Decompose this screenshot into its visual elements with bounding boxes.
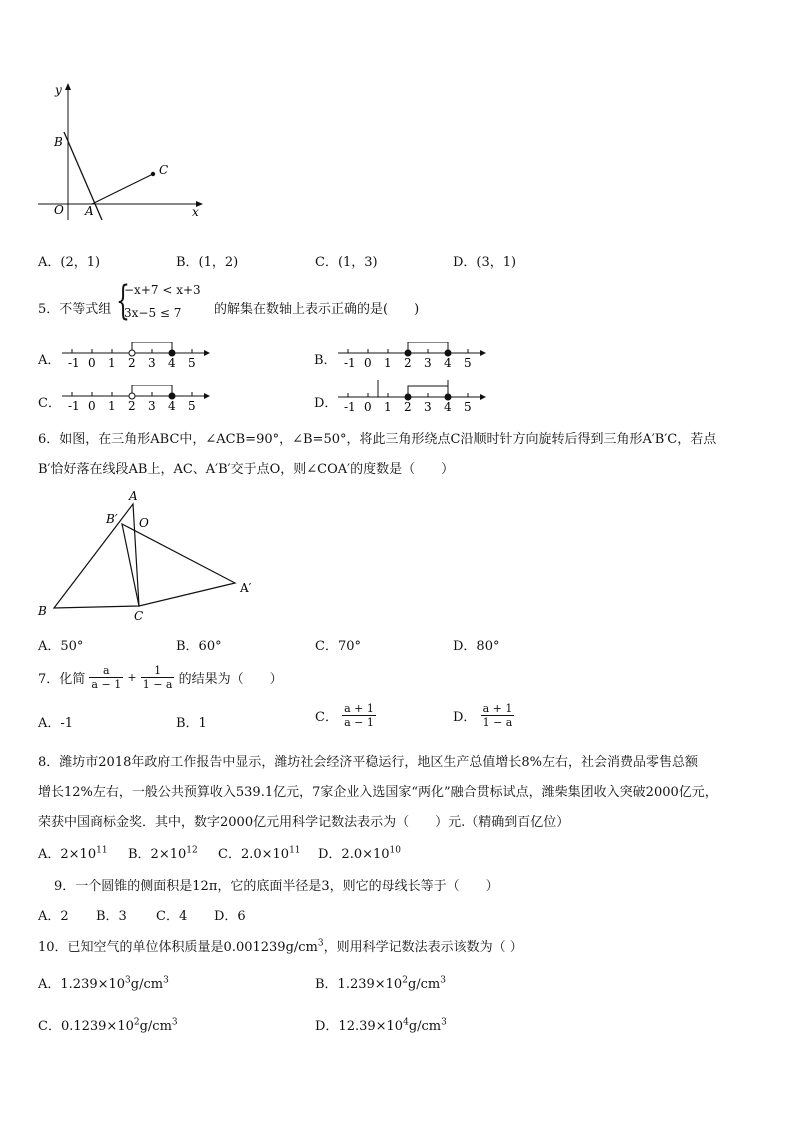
number-line-tick-label: 2 — [128, 399, 136, 413]
label-b-prime: B′ — [106, 512, 118, 526]
number-line-tick-label: 1 — [384, 400, 392, 414]
number-line-tick-label: 1 — [108, 356, 116, 370]
label-y: y — [55, 83, 62, 97]
q5-number-line-a[interactable] — [60, 342, 212, 372]
number-line-tick-label: 2 — [128, 356, 136, 370]
number-line-tick-label: 1 — [384, 356, 392, 370]
number-line-tick-label: -1 — [68, 356, 80, 370]
label-a: A — [85, 204, 94, 218]
q10-option-d-unit-exponent: 3 — [441, 1017, 447, 1028]
q7-fraction-2-numerator: 1 — [141, 664, 175, 678]
q10-option-c-unit: g/cm — [139, 1019, 172, 1034]
label-a: A — [129, 489, 138, 503]
number-line-tick-label: 0 — [88, 399, 96, 413]
q8-option-d[interactable] — [318, 843, 401, 862]
q5-option-b-label[interactable]: B． — [314, 353, 337, 368]
number-line-tick-label: 3 — [148, 356, 156, 370]
q7-option-c-label: C． — [315, 710, 338, 725]
number-line-tick-label: 4 — [444, 400, 452, 414]
q6-option-d[interactable]: D．80° — [453, 639, 500, 654]
number-line-tick-label: -1 — [344, 400, 356, 414]
number-line-tick-label: 4 — [168, 356, 176, 370]
q8-option-b-exponent: 12 — [186, 845, 198, 856]
q8-option-d-exponent: 10 — [389, 845, 401, 856]
number-line-tick-label: 2 — [404, 356, 412, 370]
label-c: C — [159, 163, 169, 177]
q10-option-d-exponent: 4 — [403, 1017, 409, 1028]
q8-option-c[interactable] — [218, 843, 301, 862]
q10-option-a-exponent: 3 — [125, 975, 131, 986]
closed-endpoint — [405, 350, 411, 356]
q10-text — [38, 936, 523, 955]
q10-text-exponent: 3 — [317, 938, 324, 949]
closed-endpoint — [405, 394, 411, 400]
open-endpoint — [129, 350, 135, 356]
number-line-tick-label: 4 — [168, 399, 176, 413]
closed-endpoint — [445, 350, 451, 356]
q6-option-c[interactable]: C．70° — [315, 639, 361, 654]
q8-option-c-base: C．2.0×10 — [218, 847, 290, 862]
q7-option-b[interactable]: B．1 — [176, 716, 207, 731]
number-line-tick-label: 4 — [444, 356, 452, 370]
q7-option-c-denominator: a − 1 — [344, 716, 374, 729]
point-c — [151, 172, 155, 176]
closed-endpoint — [169, 393, 175, 399]
q5-number-line-c[interactable] — [60, 385, 212, 415]
q10-option-c-base: C．0.1239×10 — [38, 1019, 134, 1034]
number-line-tick-label: 5 — [464, 400, 472, 414]
number-line-tick-label: 2 — [404, 400, 412, 414]
q5-option-c-label[interactable]: C． — [38, 396, 61, 411]
q8-option-d-base: D．2.0×10 — [318, 847, 390, 862]
q10-option-b-exponent: 2 — [402, 975, 408, 986]
q9-option-d[interactable]: D．6 — [214, 909, 246, 924]
q8-option-b-base: B．2×10 — [128, 847, 187, 862]
q4-option-a[interactable]: A．(2，1) — [38, 255, 101, 270]
q6-line-2: B′恰好落在线段AB上，AC、A′B′交于点O，则∠COA′的度数是（ ） — [38, 462, 455, 477]
q7-option-d-label: D． — [453, 710, 477, 725]
number-line-arrow — [480, 350, 486, 356]
q9-option-c[interactable]: C．4 — [156, 909, 188, 924]
label-b: B — [54, 135, 63, 149]
q8-line-2: 增长12%左右，一般公共预算收入539.1亿元，7家企业入选国家“两化”融合贯标试点，潍柴集团收入突破2000亿元， — [38, 785, 718, 800]
q7-expression — [38, 664, 283, 691]
q8-line-3: 荣获中国商标金奖．其中，数字2000亿元用科学记数法表示为（ ）元.（精确到百亿位） — [38, 815, 570, 830]
q7-option-d-fraction — [481, 702, 515, 729]
q7-option-c-fraction — [342, 702, 376, 729]
q7-plus: + — [127, 671, 137, 684]
label-o: O — [139, 516, 149, 530]
q7-option-c[interactable] — [315, 702, 376, 729]
q5-inequality-2: 3x−5 ≤ 7 — [124, 306, 182, 320]
number-line-tick-label: 0 — [364, 356, 372, 370]
q10-option-b[interactable] — [315, 973, 446, 992]
q7-option-d-numerator: a + 1 — [482, 702, 513, 715]
label-o: O — [54, 203, 64, 217]
number-line-tick-label: -1 — [68, 399, 80, 413]
q5-brace: { — [116, 278, 130, 324]
q4-option-b[interactable]: B．(1，2) — [176, 255, 239, 270]
q7-option-d[interactable] — [453, 702, 514, 729]
q10-text-tail: ，则用科学记数法表示该数为（ ） — [323, 940, 523, 955]
number-line-arrow — [204, 393, 210, 399]
q10-text-main: 10．已知空气的单位体积质量是0.001239g/cm — [38, 940, 318, 955]
q4-coordinate-figure — [36, 80, 216, 225]
q5-inequality-1: −x+7 < x+3 — [124, 283, 201, 297]
open-endpoint — [129, 393, 135, 399]
number-line-tick-label: 3 — [424, 356, 432, 370]
number-line-tick-label: 0 — [364, 400, 372, 414]
closed-endpoint — [169, 350, 175, 356]
q10-option-b-unit-exponent: 3 — [440, 975, 446, 986]
q7-fraction-1-numerator: a — [89, 664, 123, 678]
number-line-tick-label: 3 — [424, 400, 432, 414]
label-a-prime: A′ — [240, 581, 252, 595]
q10-option-c-unit-exponent: 3 — [171, 1017, 178, 1028]
q10-option-a[interactable] — [38, 973, 169, 992]
q7-fraction-1 — [89, 664, 123, 691]
q7-option-a[interactable]: A．-1 — [38, 716, 74, 731]
q10-option-c-exponent: 2 — [133, 1017, 140, 1028]
q7-fraction-2 — [141, 664, 175, 691]
number-line-tick-label: -1 — [344, 356, 356, 370]
q8-option-a-exponent: 11 — [96, 845, 108, 856]
q8-option-b[interactable] — [128, 843, 198, 862]
q10-option-b-unit: g/cm — [407, 977, 441, 992]
number-line-tick-label: 3 — [148, 399, 156, 413]
q7-fraction-2-denominator: 1 − a — [142, 678, 173, 691]
q6-line-1: 6．如图，在三角形ABC中，∠ACB=90°，∠B=50°，将此三角形绕点C沿顺时针方向旋转后得到三角形A′B′C，若点 — [38, 432, 717, 447]
triangle-apbpc — [122, 524, 235, 606]
q5-prefix: 5．不等式组 — [38, 302, 112, 317]
number-line-arrow — [480, 394, 486, 400]
q4-option-d[interactable]: D．(3，1) — [453, 255, 517, 270]
number-line-tick-label: 1 — [108, 399, 116, 413]
q5-suffix: 的解集在数轴上表示正确的是( ) — [214, 302, 420, 317]
q9-option-a[interactable]: A．2 — [38, 909, 69, 924]
number-line-arrow — [204, 350, 210, 356]
q9-option-b[interactable]: B．3 — [96, 909, 127, 924]
number-line-tick-label: 5 — [188, 399, 196, 413]
q6-option-a[interactable]: A．50° — [38, 639, 84, 654]
triangle-abc — [54, 504, 139, 608]
label-b: B — [38, 604, 47, 618]
q6-triangle-figure — [36, 486, 266, 626]
q7-suffix: 的结果为（ ） — [178, 672, 283, 687]
q10-option-a-unit: g/cm — [130, 977, 164, 992]
q5-number-line-d[interactable] — [336, 380, 488, 416]
closed-endpoint — [445, 394, 451, 400]
q7-option-d-denominator: 1 − a — [482, 716, 513, 729]
q10-option-d-unit: g/cm — [408, 1019, 442, 1034]
q10-option-d-base: D．12.39×10 — [315, 1019, 404, 1034]
q5-option-d-label[interactable]: D． — [314, 396, 338, 411]
q8-option-c-exponent: 11 — [289, 845, 301, 856]
label-c: C — [134, 609, 144, 623]
q10-option-d[interactable] — [315, 1015, 447, 1034]
q6-option-b[interactable]: B．60° — [176, 639, 222, 654]
q4-option-c[interactable]: C．(1，3) — [315, 255, 378, 270]
q10-option-a-base: A．1.239×10 — [38, 977, 126, 992]
segment-ac — [92, 174, 153, 204]
q7-option-c-numerator: a + 1 — [344, 702, 374, 715]
q10-option-a-unit-exponent: 3 — [163, 975, 169, 986]
q8-option-a[interactable] — [38, 843, 108, 862]
q8-option-a-base: A．2×10 — [38, 847, 97, 862]
line-ab — [64, 132, 102, 220]
number-line-tick-label: 0 — [88, 356, 96, 370]
q7-fraction-1-denominator: a − 1 — [91, 678, 122, 691]
q9-text: 9．一个圆锥的侧面积是12π，它的底面半径是3，则它的母线长等于（ ） — [54, 879, 499, 894]
number-line-tick-label: 5 — [464, 356, 472, 370]
q10-option-c[interactable] — [38, 1015, 178, 1034]
number-line-tick-label: 5 — [188, 356, 196, 370]
label-x: x — [192, 205, 199, 219]
y-axis-arrow — [65, 83, 71, 90]
q7-prefix: 7．化简 — [38, 672, 86, 687]
q10-option-b-base: B．1.239×10 — [315, 977, 403, 992]
q5-number-line-b[interactable] — [336, 342, 488, 372]
q8-line-1: 8．潍坊市2018年政府工作报告中显示，潍坊社会经济平稳运行，地区生产总值增长8%左右，社会消费品零售总额 — [38, 755, 698, 770]
q5-option-a-label[interactable]: A． — [38, 353, 61, 368]
